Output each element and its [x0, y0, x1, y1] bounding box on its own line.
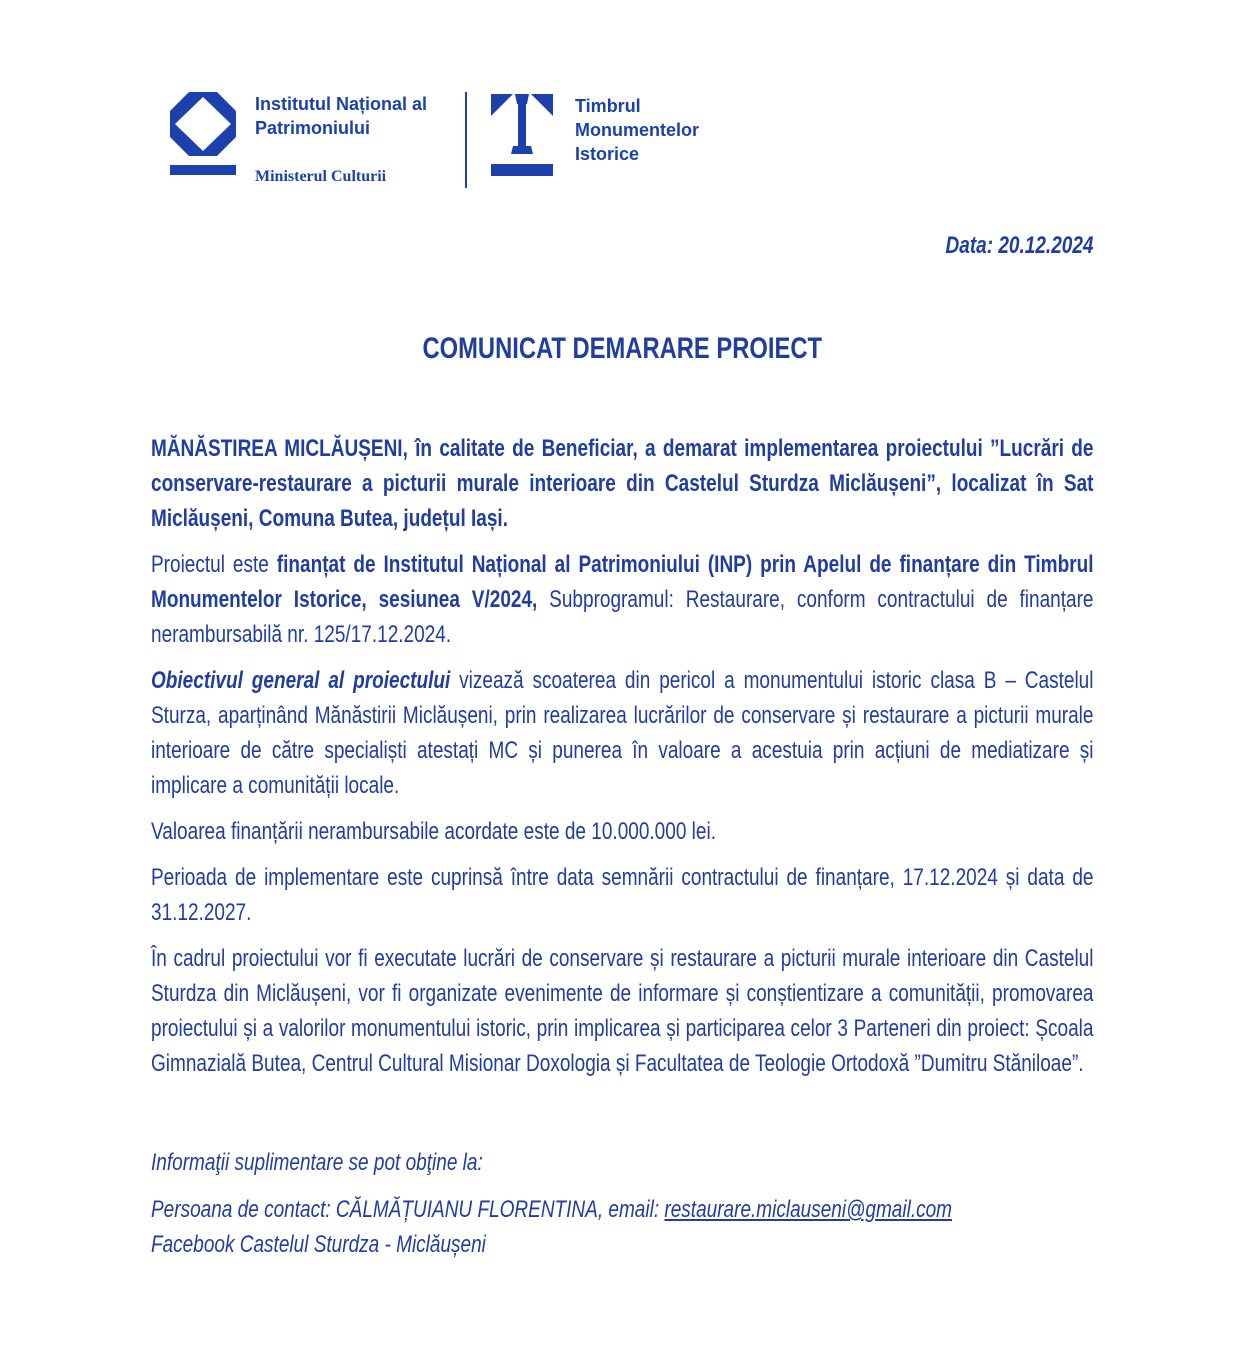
tmi-letter-t-icon	[489, 92, 555, 182]
tmi-logo-text	[575, 92, 699, 166]
financing-run-regular-1: Proiectul este	[151, 551, 277, 578]
financing-run-bold: finanțat de Institutul Național al Patrimoniului (INP) prin Apelul de finanțare din Timbrul Monumentelor Istorice, sesiunea V/2024,	[151, 551, 1094, 613]
tmi-text-line1: Timbrul	[575, 96, 641, 116]
paragraph-period: Perioada de implementare este cuprinsă între data semnării contractului de finanțare, 17.12.2024 și data de 31.12.2027.	[151, 864, 1094, 926]
paragraph-beneficiary: MĂNĂSTIREA MICLĂUȘENI, în calitate de Beneficiar, a demarat implementarea proiectului ”Lucrări de conservare-restaurare a picturii murale interioare din Castelul Sturdza Miclăușeni”, localizat în Sat Miclăușeni, Comuna Butea, județul Iași.	[151, 435, 1094, 532]
inp-title-line1: Institutul Național al	[255, 94, 428, 114]
tmi-logo	[489, 92, 555, 182]
contact-line	[151, 1192, 1093, 1227]
inp-logo-title	[255, 92, 427, 140]
facebook-line: Facebook Castelul Sturdza - Miclăușeni	[151, 1231, 486, 1258]
paragraph-value: Valoarea finanțării nerambursabile acordate este de 10.000.000 lei.	[151, 818, 716, 845]
inp-logo-underline-bar	[170, 165, 236, 175]
contact-prefix: Persoana de contact: CĂLMĂȚUIANU FLORENTINA, email:	[151, 1196, 665, 1223]
paragraph-activities: În cadrul proiectului vor fi executate lucrări de conservare și restaurare a picturii murale interioare din Castelul Sturdza din Miclăușeni, vor fi organizate evenimente de informare și conștientizare a comunității, promovarea proiectului și a valorilor monumentului istoric, prin implicarea și participarea celor 3 Parteneri din proiect: Școala Gimnazială Butea, Centrul Cultural Misionar Doxologia și Facultatea de Teologie Ortodoxă ”Dumitru Stăniloae”.	[151, 945, 1094, 1077]
inp-logo-subtitle: Ministerul Culturii	[255, 168, 387, 185]
page-title: COMUNICAT DEMARARE PROIECT	[422, 332, 822, 365]
paragraph-financing	[151, 547, 1093, 652]
inp-logo	[170, 92, 238, 175]
paragraph-objective	[151, 663, 1093, 803]
objective-run-bold-italic: Obiectivul general al proiectului	[151, 667, 451, 694]
info-heading: Informaţii suplimentare se pot obţine la:	[151, 1149, 483, 1176]
inp-title-line2: Patrimoniului	[255, 118, 371, 138]
contact-email-link[interactable]: restaurare.miclauseni@gmail.com	[664, 1196, 953, 1223]
logo-divider-line	[465, 92, 467, 188]
document-body	[151, 228, 1093, 1262]
tmi-text-line2: Monumentelor	[575, 120, 700, 140]
tmi-text-line3: Istorice	[575, 144, 640, 164]
inp-logo-text	[255, 92, 427, 188]
date-line: Data: 20.12.2024	[945, 232, 1094, 259]
objective-run-regular: vizează scoaterea din pericol a monumentului istoric clasa B – Castelul Sturza, aparținând Mănăstirii Miclăușeni, prin realizarea lucrărilor de conservare și restaurare a picturii murale interioare de către specialiști atestați MC și punerea în valoare a acestuia prin acțiuni de mediatizare și implicare a comunității locale.	[151, 667, 1094, 799]
header-logos	[170, 92, 1241, 188]
inp-octagon-diamond-icon	[170, 92, 238, 156]
financing-run-regular-2: Subprogramul: Restaurare, conform contractului de finanțare nerambursabilă nr. 125/17.12.2024.	[151, 586, 1094, 648]
